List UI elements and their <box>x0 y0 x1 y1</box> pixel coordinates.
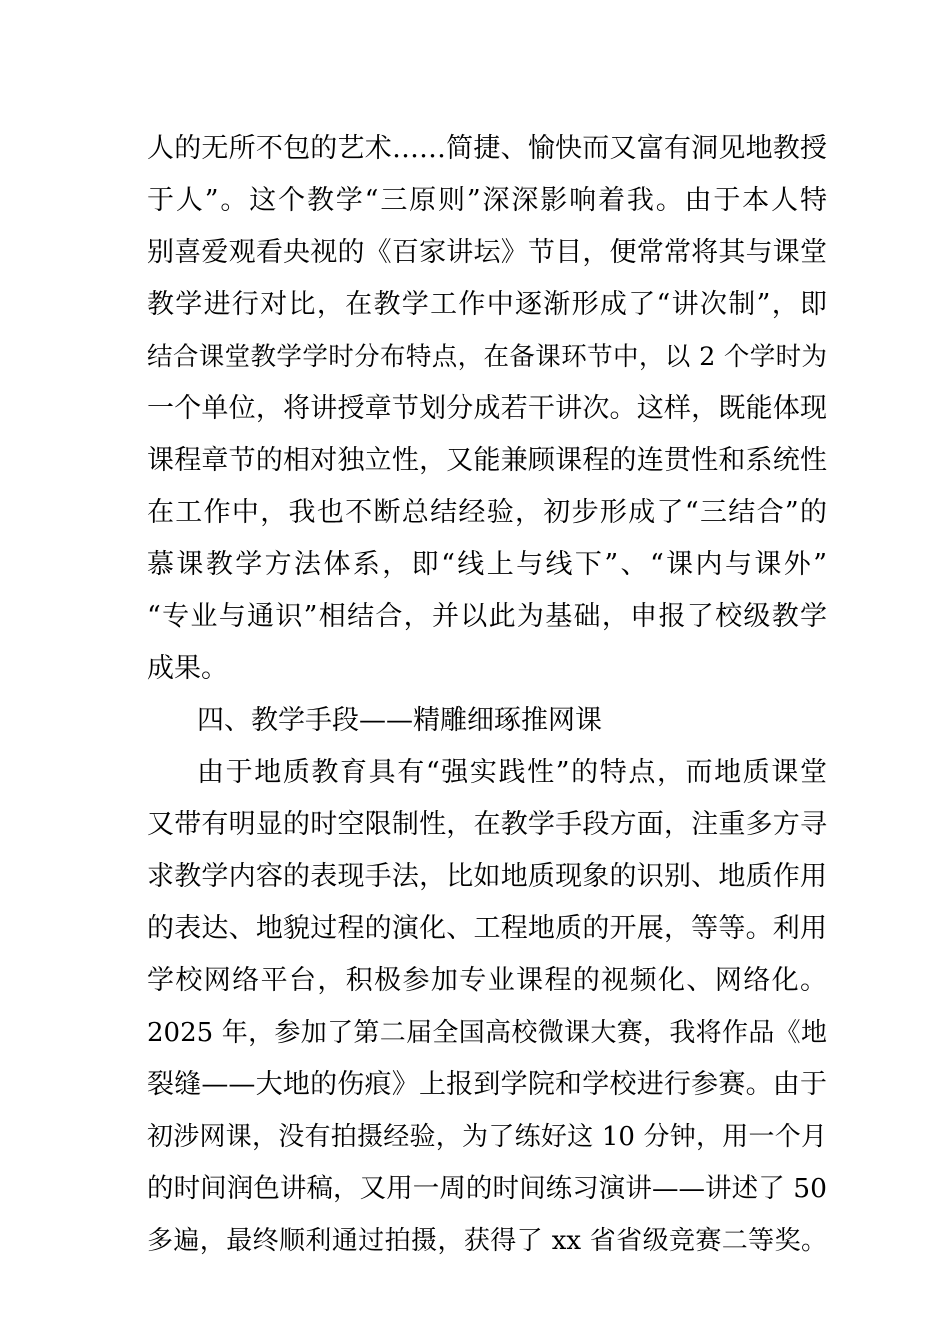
body-text-line: 又带有明显的时空限制性，在教学手段方面，注重多方寻 <box>147 809 827 840</box>
body-text-line: 人的无所不包的艺术……简捷、愉快而又富有洞见地教授 <box>147 133 827 164</box>
body-text-line: 别喜爱观看央视的《百家讲坛》节目，便常常将其与课堂 <box>147 237 827 268</box>
body-text-line: 学校网络平台，积极参加专业课程的视频化、网络化。 <box>147 965 827 996</box>
body-text-line: 于人”。这个教学“三原则”深深影响着我。由于本人特 <box>147 185 827 216</box>
body-text-line: 结合课堂教学学时分布特点，在备课环节中，以 2 个学时为 <box>147 342 827 372</box>
body-text-line: 2025 年，参加了第二届全国高校微课大赛，我将作品《地 <box>147 1018 827 1048</box>
body-text-line: 慕课教学方法体系，即“线上与线下”、“课内与课外” <box>147 549 827 580</box>
body-text-line: 的时间润色讲稿，又用一周的时间练习演讲——讲述了 50 <box>147 1173 827 1204</box>
body-text-line: 求教学内容的表现手法，比如地质现象的识别、地质作用 <box>147 861 827 892</box>
body-text-line: 裂缝——大地的伤痕》上报到学院和学校进行参赛。由于 <box>147 1069 827 1100</box>
body-text-line: “专业与通识”相结合，并以此为基础，申报了校级教学 <box>147 601 827 632</box>
paragraph-first-line: 由于地质教育具有“强实践性”的特点，而地质课堂 <box>197 757 827 788</box>
body-text-line: 多遍，最终顺利通过拍摄，获得了 xx 省省级竞赛二等奖。 <box>147 1226 827 1256</box>
body-text-line: 成果。 <box>147 653 228 684</box>
section-heading: 四、教学手段——精雕细琢推网课 <box>197 705 602 736</box>
body-text-line: 的表达、地貌过程的演化、工程地质的开展，等等。利用 <box>147 913 827 944</box>
body-text-line: 一个单位，将讲授章节划分成若干讲次。这样，既能体现 <box>147 393 827 424</box>
body-text-line: 课程章节的相对独立性，又能兼顾课程的连贯性和系统性 <box>147 445 827 476</box>
body-text-line: 在工作中，我也不断总结经验，初步形成了“三结合”的 <box>147 497 827 528</box>
body-text-line: 教学进行对比，在教学工作中逐渐形成了“讲次制”，即 <box>147 289 827 320</box>
body-text-line: 初涉网课，没有拍摄经验，为了练好这 10 分钟，用一个月 <box>147 1122 827 1152</box>
